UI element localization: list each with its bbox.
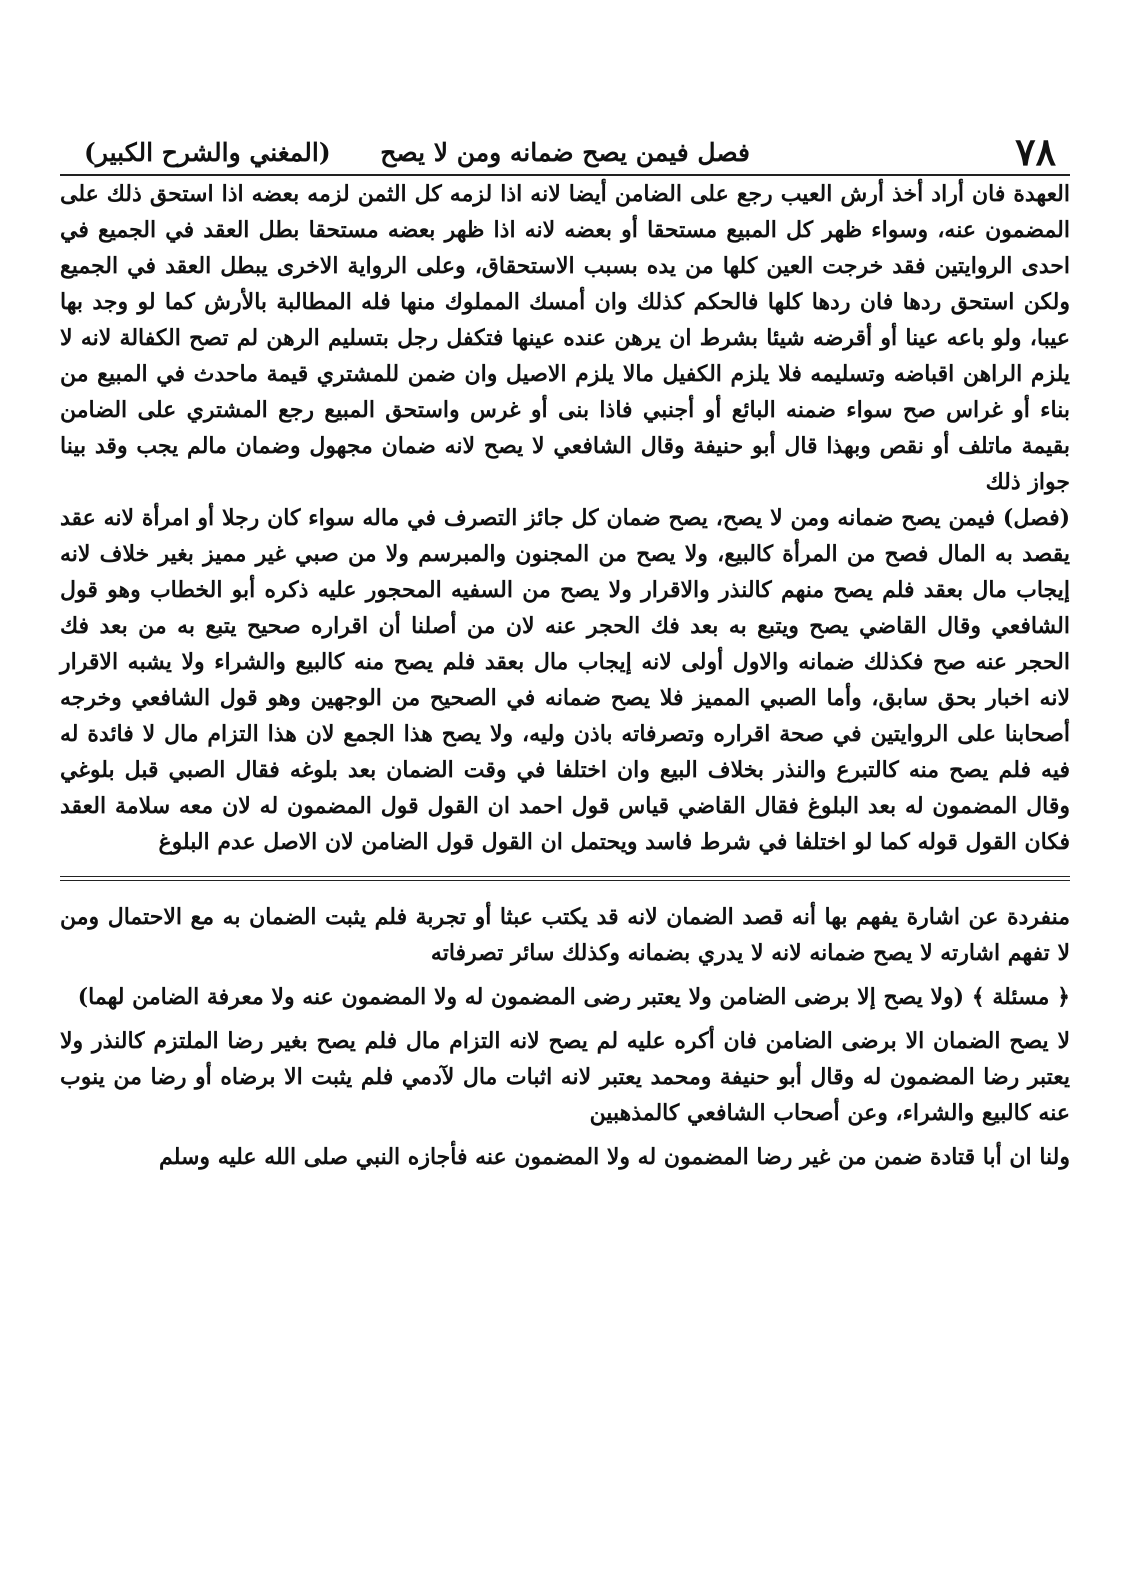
section-title: فصل فيمن يصح ضمانه ومن لا يصح	[380, 138, 750, 167]
masala-text: (ولا يصح إلا برضى الضامن ولا يعتبر رضى المضمون له ولا المضمون عنه ولا معرفة الضامن لهما)	[77, 984, 965, 1010]
page-number: ٧٨	[1015, 129, 1056, 174]
running-header	[60, 130, 1070, 176]
commentary	[60, 899, 1070, 1175]
commentary-paragraph-2: ولنا ان أبا قتادة ضمن من غير رضا المضمون له ولا المضمون عنه فأجازه النبي صلى الله عليه وسلم	[159, 1144, 1070, 1170]
main-text	[60, 176, 1070, 1175]
page	[60, 130, 1070, 1550]
masala-heading	[60, 979, 1070, 1015]
divider-rule	[60, 876, 1070, 881]
book-title: (المغني والشرح الكبير)	[84, 138, 331, 167]
section-paragraph: (فصل) فيمن يصح ضمانه ومن لا يصح، يصح ضمان كل جائز التصرف في ماله سواء كان رجلا أو امرأة لانه عقد يقصد به المال فصح من المرأة كالبيع، ولا يصح من المجنون والمبرسم ولا من صبي غير مميز بغير خلاف لانه إيجاب مال بعقد فلم يصح منهم كالنذر والاقرار ولا يصح من السفيه المحجور عليه ذكره أبو الخطاب وهو قول الشافعي وقال القاضي يصح ويتبع به بعد فك الحجر عنه لان من أصلنا أن اقراره صحيح يتبع به من بعد فك الحجر عنه صح فكذلك ضمانه والاول أولى لانه إيجاب مال بعقد فلم يصح منه كالبيع والشراء ولا يشبه الاقرار لانه اخبار بحق سابق، وأما الصبي المميز فلا يصح ضمانه في الصحيح من الوجهين وهو قول الشافعي وخرجه أصحابنا على الروايتين في صحة اقراره وتصرفاته باذن وليه، ولا يصح هذا الجمع لان هذا التزام مال لا فائدة له فيه فلم يصح منه كالتبرع والنذر بخلاف البيع وان اختلفا في وقت الضمان بعد بلوغه فقال الصبي قبل بلوغي وقال المضمون له بعد البلوغ فقال القاضي قياس قول احمد ان القول قول المضمون له لان معه سلامة العقد فكان القول قوله كما لو اختلفا في شرط فاسد ويحتمل ان القول قول الضامن لان الاصل عدم البلوغ	[60, 505, 1071, 855]
commentary-line: منفردة عن اشارة يفهم بها أنه قصد الضمان لانه قد يكتب عبثا أو تجربة فلم يثبت الضمان به مع الاحتمال ومن لا تفهم اشارته لا يصح ضمانه لانه لا يدري بضمانه وكذلك سائر تصرفاته	[60, 904, 1070, 966]
continuation-paragraph: العهدة فان أراد أخذ أرش العيب رجع على الضامن أيضا لانه اذا لزمه كل الثمن لزمه بعضه اذا استحق ذلك على المضمون عنه، وسواء ظهر كل المبيع مستحقا أو بعضه لانه اذا ظهر بعضه مستحقا بطل العقد في الجميع في احدى الروايتين فقد خرجت العين كلها من يده بسبب الاستحقاق، وعلى الرواية الاخرى يبطل العقد في الجميع ولكن استحق ردها فان ردها كلها فالحكم كذلك وان أمسك المملوك منها فله المطالبة بالأرش كما لو وجد بها عيبا، ولو باعه عينا أو أقرضه شيئا بشرط ان يرهن عنده عينها فتكفل رجل بتسليم الرهن لم تصح الكفالة لانه لا يلزم الراهن اقباضه وتسليمه فلا يلزم الكفيل مالا يلزم الاصيل وان ضمن للمشتري قيمة ماحدث في المبيع من بناء أو غراس صح سواء ضمنه البائع أو أجنبي فاذا بنى أو غرس واستحق المبيع رجع المشتري على الضامن بقيمة ماتلف أو نقص وبهذا قال أبو حنيفة وقال الشافعي لا يصح لانه ضمان مجهول وضمان مالم يجب وقد بينا جواز ذلك	[60, 181, 1070, 495]
masala-mark: ﴿ مسئلة ﴾	[971, 984, 1070, 1010]
commentary-paragraph: لا يصح الضمان الا برضى الضامن فان أكره عليه لم يصح لانه التزام مال فلم يصح بغير رضا الملتزم كالنذر ولا يعتبر رضا المضمون له وقال أبو حنيفة ومحمد يعتبر لانه اثبات مال لآدمي فلم يثبت الا برضاه أو رضا من ينوب عنه كالبيع والشراء، وعن أصحاب الشافعي كالمذهبين	[60, 1028, 1070, 1126]
